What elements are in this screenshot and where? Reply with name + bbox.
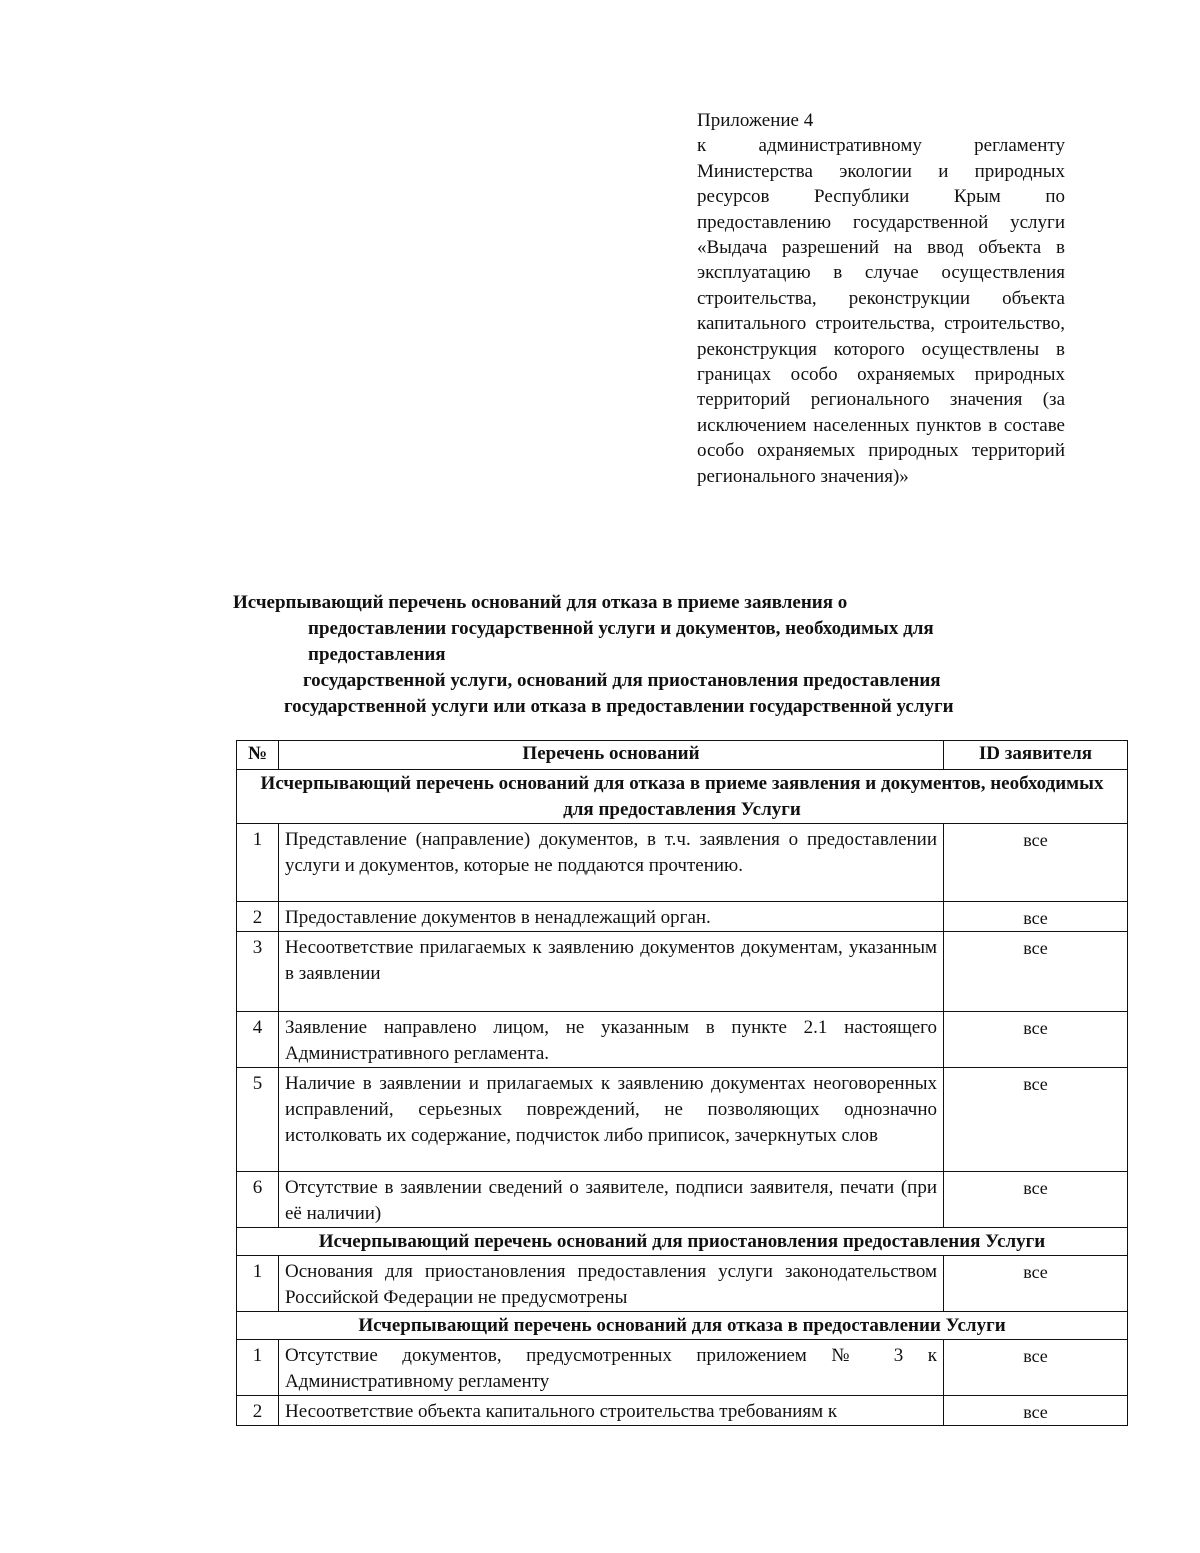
title-line-4: государственной услуги, оснований для приостановления предоставления xyxy=(303,670,941,691)
row-num: 1 xyxy=(237,1256,279,1312)
row-id: все xyxy=(944,1068,1128,1172)
row-num: 3 xyxy=(237,932,279,1012)
row-id: все xyxy=(944,1012,1128,1068)
appendix-label: Приложение 4 xyxy=(697,110,814,131)
table-row xyxy=(237,932,1128,1012)
section-row xyxy=(237,770,1128,824)
row-text: Наличие в заявлении и прилагаемых к заявлению документах неоговоренных исправлений, серьезных повреждений, не позволяющих однозначно истолковать их содержание, подчисток либо приписок, зачеркнутых слов xyxy=(279,1068,944,1172)
row-text: Несоответствие прилагаемых к заявлению документов документам, указанным в заявлении xyxy=(279,932,944,1012)
row-text: Основания для приостановления предоставления услуги законодательством Российской Федерации не предусмотрены xyxy=(279,1256,944,1312)
row-num: 1 xyxy=(237,824,279,902)
row-text: Несоответствие объекта капитального строительства требованиям к xyxy=(279,1396,944,1426)
table-row xyxy=(237,824,1128,902)
row-id: все xyxy=(944,1256,1128,1312)
header-applicant-id: ID заявителя xyxy=(944,741,1128,770)
section-title: Исчерпывающий перечень оснований для приостановления предоставления Услуги xyxy=(237,1228,1128,1256)
row-text: Отсутствие в заявлении сведений о заявителе, подписи заявителя, печати (при её наличии) xyxy=(279,1172,944,1228)
table-row xyxy=(237,1172,1128,1228)
grounds-table xyxy=(236,740,1128,1426)
title-line-3: предоставления xyxy=(308,644,446,665)
row-num: 2 xyxy=(237,902,279,932)
row-id: все xyxy=(944,902,1128,932)
header-grounds: Перечень оснований xyxy=(279,741,944,770)
row-text: Предоставление документов в ненадлежащий орган. xyxy=(279,902,944,932)
table-row xyxy=(237,1068,1128,1172)
title-line-5: государственной услуги или отказа в предоставлении государственной услуги xyxy=(284,696,954,717)
section-row xyxy=(237,1228,1128,1256)
section-row xyxy=(237,1312,1128,1340)
document-title xyxy=(228,590,1078,720)
table-header-row xyxy=(237,741,1128,770)
appendix-block xyxy=(697,108,1065,489)
title-line-2: предоставлении государственной услуги и документов, необходимых для xyxy=(308,618,934,639)
row-text: Отсутствие документов, предусмотренных приложением № 3 к Административному регламенту xyxy=(279,1340,944,1396)
title-line-1: Исчерпывающий перечень оснований для отказа в приеме заявления о xyxy=(233,592,848,613)
row-num: 4 xyxy=(237,1012,279,1068)
table-row xyxy=(237,1340,1128,1396)
row-text: Заявление направлено лицом, не указанным в пункте 2.1 настоящего Административного регламента. xyxy=(279,1012,944,1068)
table-row xyxy=(237,902,1128,932)
row-id: все xyxy=(944,1340,1128,1396)
row-id: все xyxy=(944,824,1128,902)
row-num: 5 xyxy=(237,1068,279,1172)
table-row xyxy=(237,1396,1128,1426)
table-row xyxy=(237,1256,1128,1312)
row-num: 1 xyxy=(237,1340,279,1396)
row-id: все xyxy=(944,1396,1128,1426)
section-title: Исчерпывающий перечень оснований для отказа в приеме заявления и документов, необходимых для предоставления Услуги xyxy=(237,770,1128,824)
row-text: Представление (направление) документов, в т.ч. заявления о предоставлении услуги и документов, которые не поддаются прочтению. xyxy=(279,824,944,902)
row-num: 2 xyxy=(237,1396,279,1426)
row-num: 6 xyxy=(237,1172,279,1228)
table-row xyxy=(237,1012,1128,1068)
section-title: Исчерпывающий перечень оснований для отказа в предоставлении Услуги xyxy=(237,1312,1128,1340)
appendix-text: к административному регламенту Министерства экологии и природных ресурсов Республики Крым по предоставлению государственной услуги «Выдача разрешений на ввод объекта в эксплуатацию в случае осуществления строительства, реконструкции объекта капитального строительства, строительство, реконструкция которого осуществлены в границах особо охраняемых природных территорий регионального значения (за исключением населенных пунктов в составе особо охраняемых природных территорий регионального значения)» xyxy=(697,135,1065,487)
header-num: № xyxy=(237,741,279,770)
row-id: все xyxy=(944,1172,1128,1228)
row-id: все xyxy=(944,932,1128,1012)
